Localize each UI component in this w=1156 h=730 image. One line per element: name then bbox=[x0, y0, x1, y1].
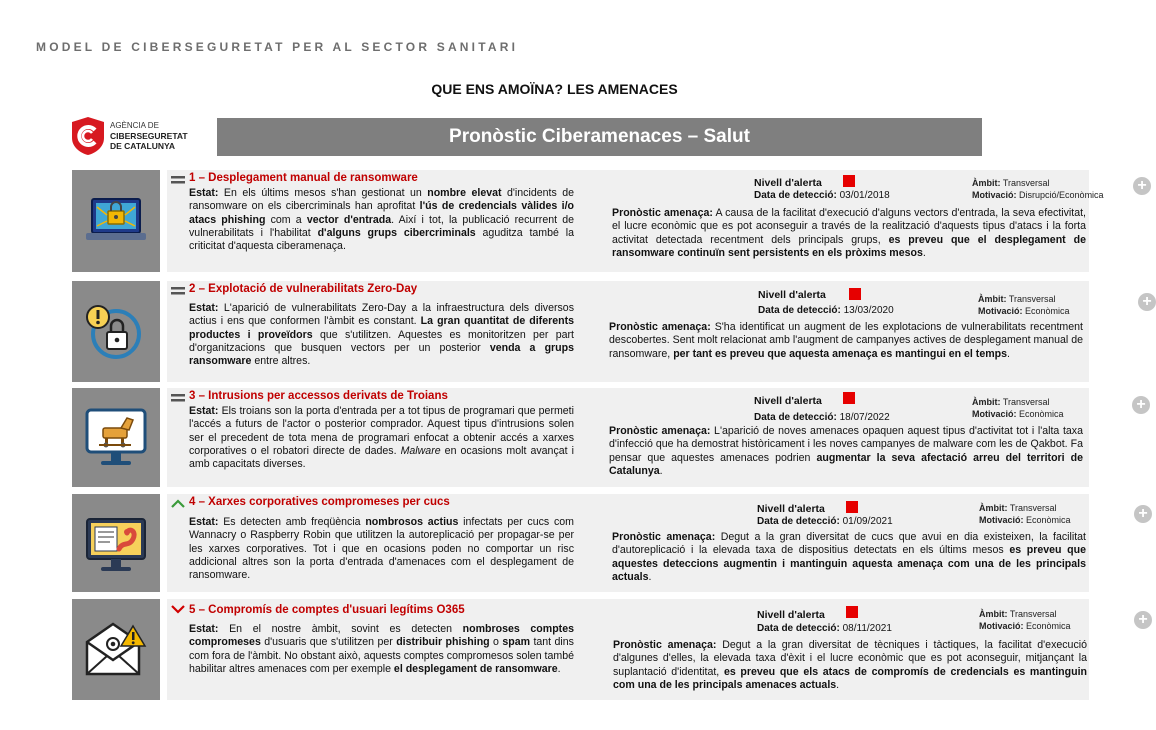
threat-row-4 bbox=[72, 494, 1148, 592]
alert-level-indicator bbox=[846, 606, 858, 618]
threat-2-forecast-text: Pronòstic amenaça: S'ha identificat un augment de les explotacions de vulnerabilitats recentment descobertes. Sent molt relacionat amb l'augment de campanyes actives de desplegament manual de ransomware, per tant es preveu que aquesta amenaça es mantingui en el temps. bbox=[609, 321, 1083, 360]
threat-scope-motivation: Àmbit: Transversal Motivació: Econòmica bbox=[979, 503, 1071, 525]
trend-equal-icon bbox=[171, 393, 185, 403]
threat-5-status-text: Estat: En el nostre àmbit, sovint es detecten nombroses comptes compromeses d'usuaris que s'utilitzen per distribuir phishing o spam tant dins com fora de l'àmbit. No obstant això, aquests comptes compromesos solen també habilitar altres amenaces com per exemple el desplegament de ransomware. bbox=[189, 623, 574, 675]
detection-date: Data de detecció: 01/09/2021 bbox=[757, 516, 893, 527]
logo-line-1: AGÈNCIA DE bbox=[110, 121, 159, 130]
threat-5-forecast-text: Pronòstic amenaça: Degut a la gran diversitat de tècniques i tàctiques, la facilitat d'execució d'algunes d'elles, la elevada taxa d'èxit i el lucre econòmic que es pot aconseguir, mitjançant la suplantació d'identitat, es preveu que els atacs de compromís de credencials es mantinguin com una de les principals amenaces actuals. bbox=[613, 639, 1087, 691]
logo-line-2: CIBERSEGURETAT bbox=[110, 131, 188, 141]
threat-1-title: 1 – Desplegament manual de ransomware bbox=[189, 172, 418, 184]
threat-2-status-text: Estat: L'aparició de vulnerabilitats Zero-Day a la infraestructura dels diversos actius i ens que conformen l'àmbit es constant. La gran quantitat de diferents productes i proveïdors que s'utilitzen. Aquestes es monitoritzen per part d'organitzacions que busquen vectors per un posterior venda a grups ransomware entre altres. bbox=[189, 302, 575, 368]
alert-level-label: Nivell d'alerta bbox=[754, 395, 822, 407]
threat-scope-motivation: Àmbit: Transversal Motivació: Econòmica bbox=[979, 609, 1071, 631]
threat-3-content bbox=[167, 388, 1146, 487]
threat-3-title: 3 – Intrusions per accessos derivats de Troians bbox=[189, 390, 448, 402]
detection-date: Data de detecció: 03/01/2018 bbox=[754, 190, 890, 201]
threat-5-content bbox=[167, 599, 1148, 700]
threat-scope-motivation: Àmbit: Transversal Motivació: Disrupció/Econòmica bbox=[972, 178, 1104, 200]
agency-logo-text bbox=[110, 121, 188, 151]
alert-level-indicator bbox=[846, 501, 858, 513]
trojan-horse-monitor-icon bbox=[83, 406, 149, 470]
threat-2-icon-box bbox=[72, 281, 160, 382]
threat-4-icon-box bbox=[72, 494, 160, 592]
agency-logo bbox=[70, 116, 210, 158]
threat-1-content bbox=[167, 170, 1147, 272]
trend-equal-icon bbox=[171, 286, 185, 296]
worm-monitor-icon bbox=[83, 511, 149, 575]
document-header: MODEL DE CIBERSEGURETAT PER AL SECTOR SANITARI bbox=[36, 40, 519, 54]
threat-3-forecast-text: Pronòstic amenaça: L'aparició de noves amenaces opaquen aquest tipus d'activitat tot i l'alta taxa d'infecció que ha demostrat històricament i les noves campanyes de malware com les de Qakbot. Fa pensar que aquestes amenaces podrien augmentar la seva afectació arreu del territori de Catalunya. bbox=[609, 425, 1084, 477]
detection-date: Data de detecció: 13/03/2020 bbox=[758, 305, 894, 316]
threat-4-status-text: Estat: Es detecten amb freqüència nombrosos actius infectats per cucs com Wannacry o Raspberry Robin que utilitzen la autoreplicació per propagar-se per les xarxes corporatives. Tot i que en ocasions poden no comportar un risc addicional altres son la porta d'entrada d'amenaces com el desplegament de ransomware. bbox=[189, 516, 574, 582]
alert-level-label: Nivell d'alerta bbox=[754, 177, 822, 189]
detection-date: Data de detecció: 08/11/2021 bbox=[757, 623, 892, 634]
threat-4-title: 4 – Xarxes corporatives compromeses per cucs bbox=[189, 496, 450, 508]
agency-logo-icon bbox=[70, 116, 106, 156]
threat-3-icon-box bbox=[72, 388, 160, 487]
threat-row-5 bbox=[72, 599, 1148, 700]
threat-row-1 bbox=[72, 170, 1147, 272]
threat-scope-motivation: Àmbit: Transversal Motivació: Econòmica bbox=[972, 397, 1064, 419]
threat-scope-motivation: Àmbit: Transversal Motivació: Econòmica bbox=[978, 294, 1070, 316]
vulnerability-lock-icon bbox=[83, 299, 149, 365]
expand-plus-button[interactable]: + bbox=[1132, 396, 1150, 414]
trend-up-icon bbox=[171, 499, 185, 509]
section-title: QUE ENS AMOÏNA? LES AMENACES bbox=[431, 81, 678, 97]
ransomware-laptop-icon bbox=[83, 193, 149, 249]
threat-4-content bbox=[167, 494, 1148, 592]
threat-row-2 bbox=[72, 281, 1152, 382]
threat-2-content bbox=[167, 281, 1152, 382]
alert-level-indicator bbox=[849, 288, 861, 300]
trend-equal-icon bbox=[171, 175, 185, 185]
expand-plus-button[interactable]: + bbox=[1134, 611, 1152, 629]
threat-4-forecast-text: Pronòstic amenaça: Degut a la gran diversitat de cucs que avui en dia existeixen, la facilitat d'autoreplicació i la elevada taxa de dispositius detectats en els últims mesos es preveu que aquestes deteccions augmentin i mantinguin aquesta amenaça com una de les principals actuals. bbox=[612, 531, 1086, 583]
alert-level-label: Nivell d'alerta bbox=[757, 503, 825, 515]
expand-plus-button[interactable]: + bbox=[1134, 505, 1152, 523]
status-label: Estat: bbox=[189, 187, 219, 199]
detection-date: Data de detecció: 18/07/2022 bbox=[754, 412, 890, 423]
threat-3-status-text: Estat: Els troians son la porta d'entrada per a tot tipus de programari que permeti l'accés a futurs de l'actor o posterior comprador. Aquest tipus d'intrusions solen ser el precedent de tota mena de programari enfocat a obtenir accés a xarxes corporatives o el robatori directe de dades. Malware en ocasions molt avançat i amb capacitats diverses. bbox=[189, 405, 574, 471]
threat-1-forecast-text: Pronòstic amenaça: A causa de la facilitat d'execució d'alguns vectors d'entrada, la seva efectivitat, el lucre econòmic que es pot aconseguir a través de la realització d'aquests tipus d'atacs i la forta activitat detectada recentment dels principals grups, es preveu que el desplegament de ransomware continuïn sent persistents en els pròxims mesos. bbox=[612, 207, 1086, 259]
threat-1-status-text: Estat: En els últims mesos s'han gestionat un nombre elevat d'incidents de ransomware on els cibercriminals han aprofitat l'ús de credencials vàlides i/o atacs phishing com a vector d'entrada. Així i tot, la publicació recurrent de vulnerabilitats i l'habilitat d'alguns grups cibercriminals aguditza també la criticitat d'aquesta ciberamenaça. bbox=[189, 187, 575, 253]
page-banner: Pronòstic Ciberamenaces – Salut bbox=[217, 118, 982, 156]
alert-level-label: Nivell d'alerta bbox=[757, 609, 825, 621]
expand-plus-button[interactable]: + bbox=[1138, 293, 1156, 311]
threat-5-title: 5 – Compromís de comptes d'usuari legítims O365 bbox=[189, 604, 465, 616]
logo-line-3: DE CATALUNYA bbox=[110, 141, 176, 151]
email-warning-icon bbox=[83, 620, 149, 680]
threat-1-icon-box bbox=[72, 170, 160, 272]
threat-5-icon-box bbox=[72, 599, 160, 700]
alert-level-indicator bbox=[843, 392, 855, 404]
trend-down-icon bbox=[171, 604, 185, 614]
alert-level-label: Nivell d'alerta bbox=[758, 289, 826, 301]
threat-row-3 bbox=[72, 388, 1146, 487]
alert-level-indicator bbox=[843, 175, 855, 187]
expand-plus-button[interactable]: + bbox=[1133, 177, 1151, 195]
threat-2-title: 2 – Explotació de vulnerabilitats Zero-Day bbox=[189, 283, 418, 295]
